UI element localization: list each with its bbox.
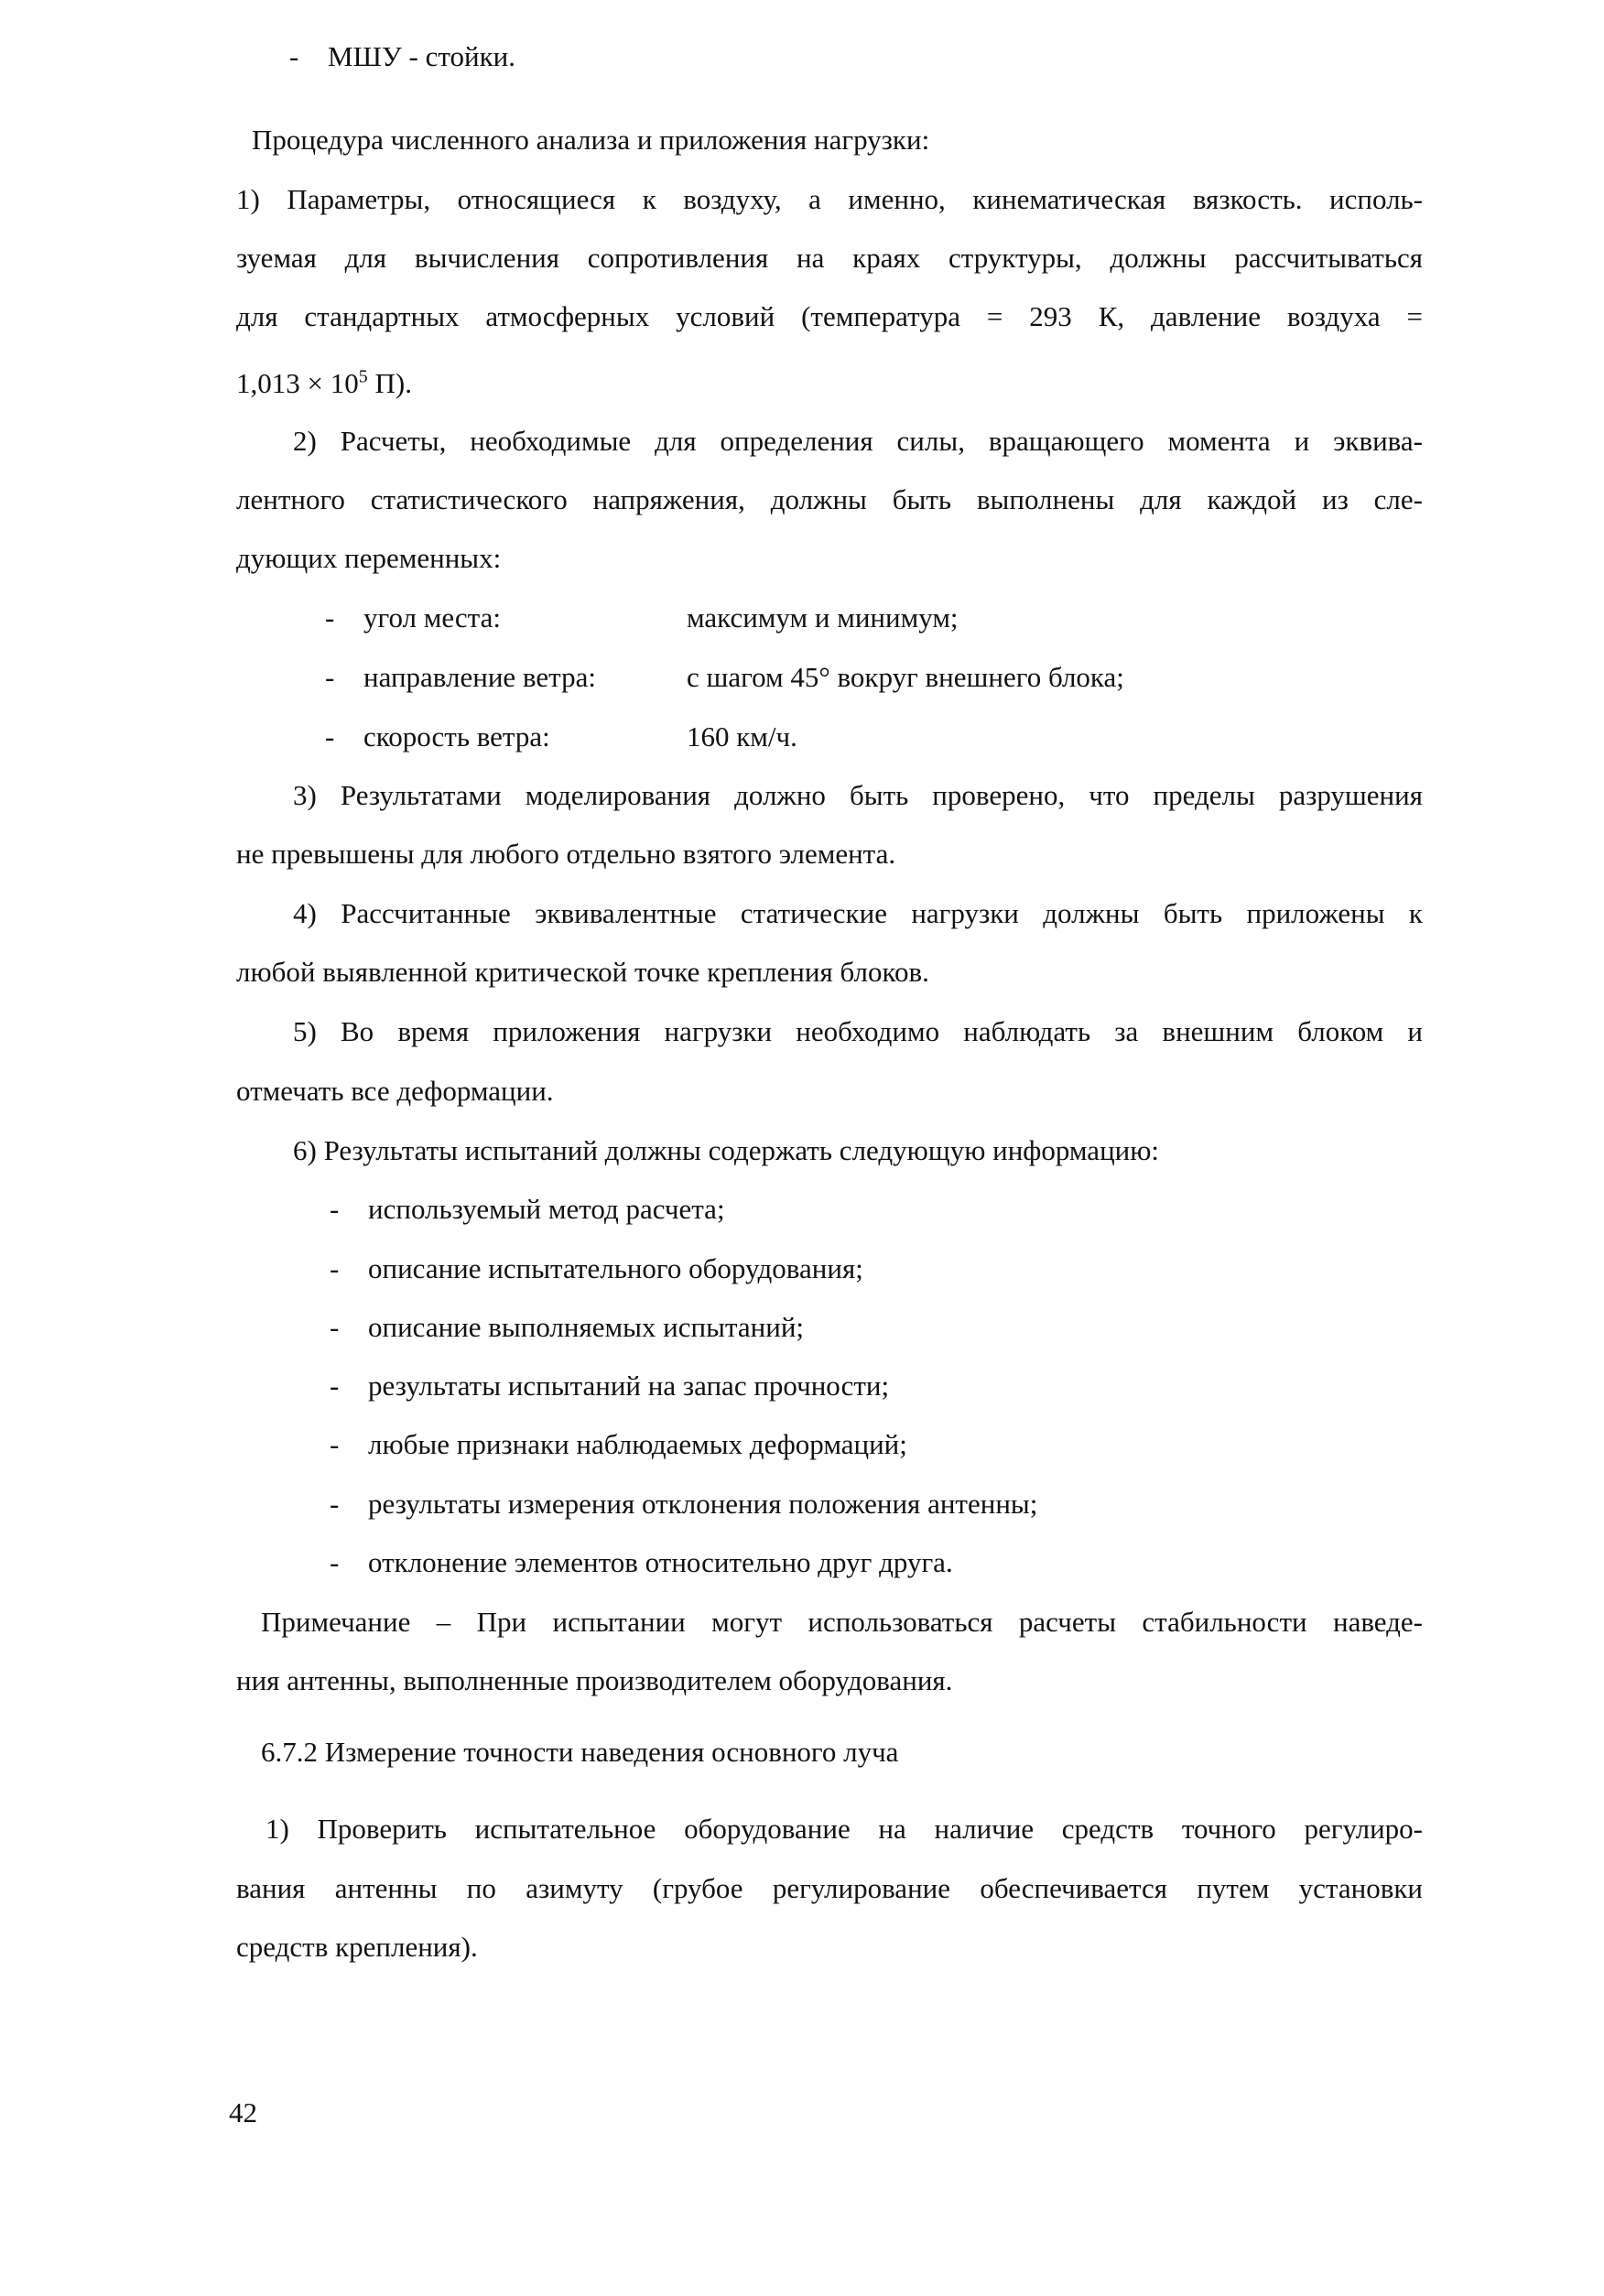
variable-label: угол места:: [363, 601, 501, 634]
top-bullet-text: МШУ - стойки.: [328, 40, 515, 72]
item2-line2: лентного статистического напряжения, должны быть выполнены для каждой из сле-: [236, 483, 1423, 515]
variable-row: - скорость ветра:: [325, 720, 550, 753]
variable-label: скорость ветра:: [363, 720, 550, 753]
variable-row: - направление ветра:: [325, 661, 596, 693]
note-line1: Примечание – При испытании могут использоваться расчеты стабильности наведе-: [261, 1606, 1423, 1638]
variable-row: - угол места:: [325, 601, 501, 634]
list-item: - используемый метод расчета;: [330, 1193, 725, 1225]
item4-line2: любой выявленной критической точке крепления блоков.: [236, 956, 929, 988]
list-item: - отклонение элементов относительно друг друга.: [330, 1546, 953, 1578]
list-item: - описание выполняемых испытаний;: [330, 1311, 805, 1343]
item2-line1: 2) Расчеты, необходимые для определения силы, вращающего момента и эквива-: [293, 425, 1423, 457]
page-number: 42: [229, 2096, 257, 2128]
list-item: - любые признаки наблюдаемых деформаций;: [330, 1428, 907, 1460]
variable-value: 160 км/ч.: [687, 720, 797, 753]
item3-line1: 3) Результатами моделирования должно быть проверено, что пределы разрушения: [293, 779, 1423, 811]
item1-line2: зуемая для вычисления сопротивления на краях структуры, должны рассчитываться: [236, 242, 1423, 274]
note-line2: ния антенны, выполненные производителем оборудования.: [236, 1664, 953, 1696]
item2-line3: дующих переменных:: [236, 542, 502, 574]
section-heading: 6.7.2 Измерение точности наведения основного луча: [261, 1736, 899, 1768]
top-bullet-item: - МШУ - стойки.: [289, 40, 515, 72]
item1-line3: для стандартных атмосферных условий (температура = 293 К, давление воздуха =: [236, 300, 1423, 332]
item6: 6) Результаты испытаний должны содержать следующую информацию:: [293, 1134, 1160, 1166]
list-item: - результаты испытаний на запас прочности;: [330, 1370, 890, 1402]
variable-label: направление ветра:: [363, 661, 596, 693]
list-item: - описание испытательного оборудования;: [330, 1252, 863, 1284]
section-item1-line3: средств крепления).: [236, 1931, 478, 1963]
variable-value: с шагом 45° вокруг внешнего блока;: [687, 661, 1124, 693]
item5-line2: отмечать все деформации.: [236, 1075, 554, 1107]
procedure-heading: Процедура численного анализа и приложения нагрузки:: [252, 124, 930, 156]
list-item: - результаты измерения отклонения положения антенны;: [330, 1488, 1038, 1520]
item1-line4: $1,013 \times 10^5$ П).: [236, 366, 412, 399]
section-item1-line1: 1) Проверить испытательное оборудование на наличие средств точного регулиро-: [266, 1813, 1423, 1845]
section-item1-line2: вания антенны по азимуту (грубое регулирование обеспечивается путем установки: [236, 1872, 1423, 1904]
item1-line1: 1) Параметры, относящиеся к воздуху, а именно, кинематическая вязкость. исполь-: [236, 183, 1423, 215]
variable-value: максимум и минимум;: [687, 601, 959, 634]
item4-line1: 4) Рассчитанные эквивалентные статические нагрузки должны быть приложены к: [293, 897, 1423, 929]
item3-line2: не превышены для любого отдельно взятого элемента.: [236, 838, 896, 870]
item5-line1: 5) Во время приложения нагрузки необходимо наблюдать за внешним блоком и: [293, 1015, 1423, 1047]
